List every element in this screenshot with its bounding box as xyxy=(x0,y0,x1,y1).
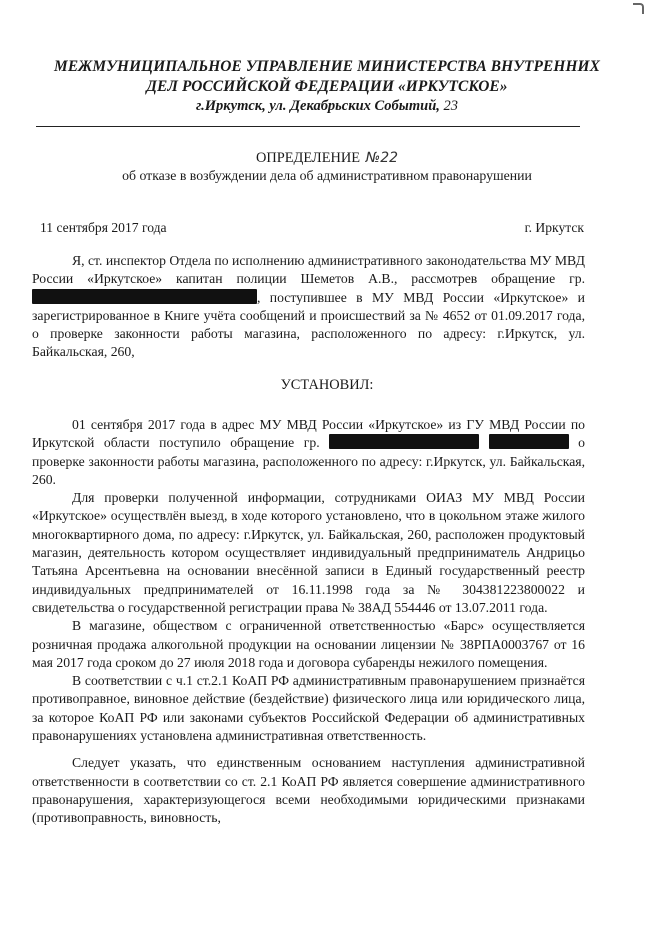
redacted-name-block xyxy=(32,289,257,304)
corner-scan-mark xyxy=(633,3,644,14)
document-title xyxy=(0,149,654,167)
org-name-line1: МЕЖМУНИЦИПАЛЬНОЕ УПРАВЛЕНИЕ МИНИСТЕРСТВА ВНУТРЕННИХ xyxy=(54,58,600,75)
document-city: г. Иркутск xyxy=(524,220,584,235)
org-address xyxy=(20,96,634,116)
redacted-name-block xyxy=(329,434,479,449)
established-paragraph-2: Для проверки полученной информации, сотрудниками ОИАЗ МУ МВД России «Иркутское» осуществлён выезд, в ходе которого установлено, что в цокольном этаже жилого многоквартирного дома, по адресу: г.Иркутск, ул. Байкальская, 260, расположен продуктовый магазин, деятельность котором осуществляет индивидуальный предприниматель Андрицьо Татьяна Арсентьевна на основании внесённой записи в Единый государственный реестр индивидуальных предпринимателей от 16.11.1998 года за № 304381223800022 и свидетельства о государственной регистрации права № 38АД 554446 от 13.07.2011 года. xyxy=(32,490,585,615)
section-heading-established: УСТАНОВИЛ: xyxy=(280,377,374,393)
document-date: 11 сентября 2017 года xyxy=(40,220,167,235)
document-heading: ОПРЕДЕЛЕНИЕ xyxy=(255,150,361,166)
org-name-line2: ДЕЛ РОССИЙСКОЙ ФЕДЕРАЦИИ «ИРКУТСКОЕ» xyxy=(146,78,508,95)
established-paragraph-5: Следует указать, что единственным основанием наступления административной ответственности в соответствии со ст. 2.1 КоАП РФ является совершение административного правонарушения, характеризующегося всеми необходимыми юридическими признаками (противоправность, виновность, xyxy=(32,755,585,826)
intro-text-part2: , поступившее в МУ МВД России «Иркутское» и зарегистрированное в Книге учёта сообщений и происшествий за № 4652 от 01.09.2017 года, о проверке законности работы магазина, расположенного по адресу: г.Иркутск, ул. Байкальская, 260, xyxy=(32,289,585,360)
intro-section xyxy=(32,252,585,362)
established-paragraph-1 xyxy=(32,416,585,489)
intro-text-part1: Я, ст. инспектор Отдела по исполнению административного законодательства МУ МВД России «Иркутское» капитан полиции Шеметов А.В., рассмотрев обращение гр. xyxy=(32,253,585,287)
established-paragraph-3: В магазине, обществом с ограниченной ответственностью «Барс» осуществляется розничная продажа алкогольной продукции на основании лицензии № 38РПА0003767 от 16 мая 2017 года сроком до 27 июля 2018 года и договора субаренды нежилого помещения. xyxy=(32,618,585,670)
redacted-name-block xyxy=(489,434,569,449)
org-address-number: 23 xyxy=(439,98,459,114)
established-paragraph-4: В соответствии с ч.1 ст.2.1 КоАП РФ административным правонарушением признаётся противоправное, виновное действие (бездействие) физического лица или юридического лица, за которое КоАП РФ или законами субъектов Российской Федерации об административных правонарушениях установлена административная ответственность. xyxy=(32,673,585,744)
handwritten-number: №22 xyxy=(365,150,399,166)
established-section xyxy=(32,416,585,828)
header-divider xyxy=(36,126,580,127)
p1-text-part2: о проверке законности работы магазина, расположенного по адресу: г.Иркутск, ул. Байкальская, 260. xyxy=(32,435,586,487)
p1-text-part1: 01 сентября 2017 года в адрес МУ МВД России «Иркутское» из ГУ МВД России по Иркутской области поступило обращение гр. xyxy=(32,417,585,451)
org-address-street: г.Иркутск, ул. Декабрьских Событий, xyxy=(195,98,440,114)
document-subtitle: об отказе в возбуждении дела об административном правонарушении xyxy=(122,168,532,183)
intro-paragraph xyxy=(32,252,585,362)
